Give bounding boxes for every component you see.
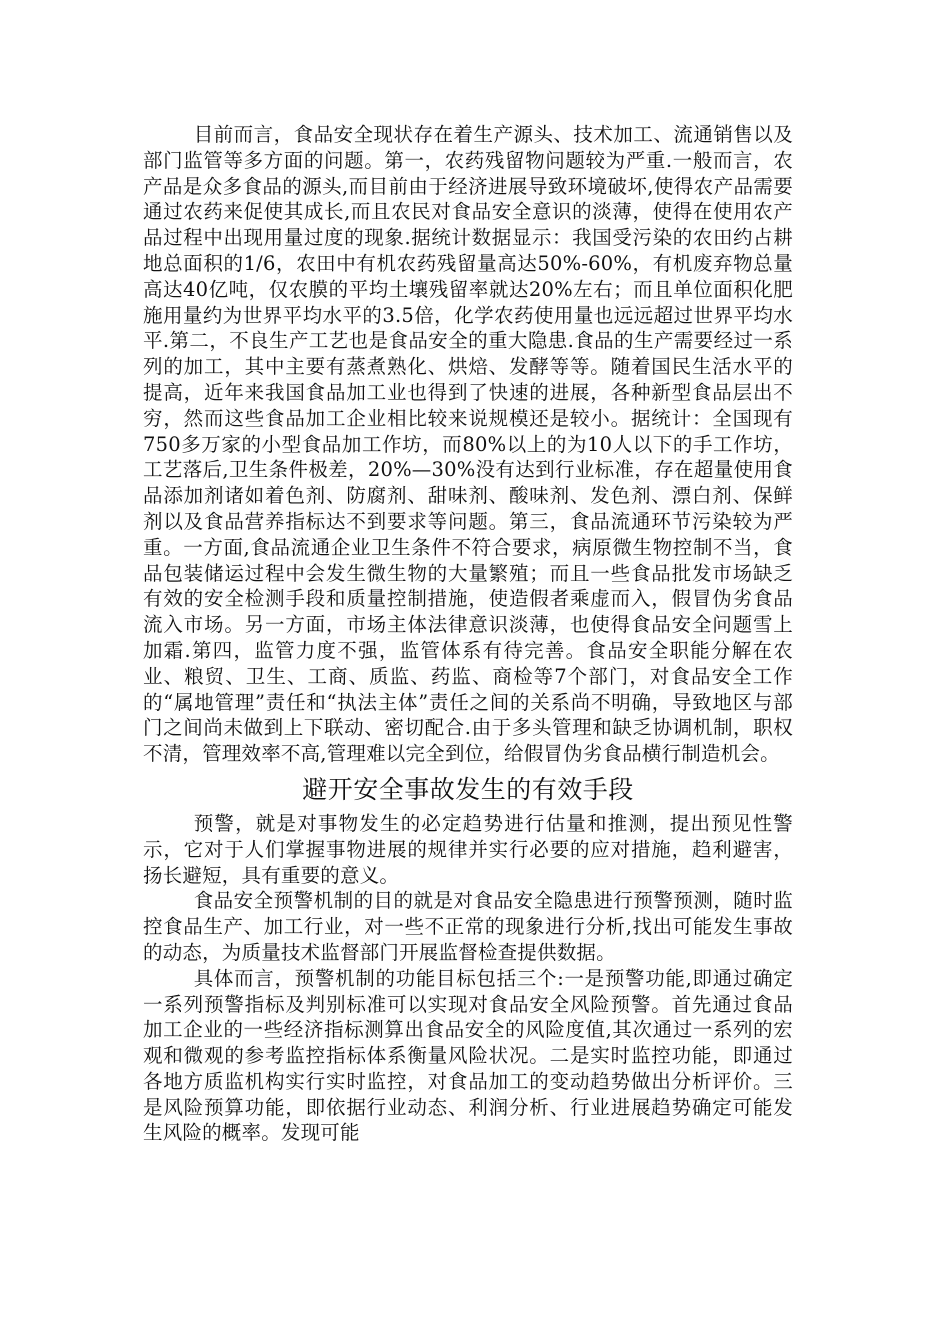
body-paragraph-2: 预警，就是对事物发生的必定趋势进行估量和推测，提出预见性警示，它对于人们掌握事物进展的规律并实行必要的应对措施，趋利避害，扬长避短，具有重要的意义。 [143,811,793,887]
document-body [143,122,793,1146]
body-paragraph-4: 具体而言，预警机制的功能目标包括三个:一是预警功能,即通过确定一系列预警指标及判别标准可以实现对食品安全风险预警。首先通过食品加工企业的一些经济指标测算出食品安全的风险度值,其次通过一系列的宏观和微观的参考监控指标体系衡量风险状况。二是实时监控功能，即通过各地方质监机构实行实时监控，对食品加工的变动趋势做出分析评价。三是风险预算功能，即依据行业动态、利润分析、行业进展趋势确定可能发生风险的概率。发现可能 [143,966,793,1145]
body-paragraph-1: 目前而言，食品安全现状存在着生产源头、技术加工、流通销售以及部门监管等多方面的问题。第一，农药残留物问题较为严重.一般而言，农产品是众多食品的源头,而目前由于经济进展导致环境破坏,使得农产品需要通过农药来促使其成长,而且农民对食品安全意识的淡薄，使得在使用农产品过程中出现用量过度的现象.据统计数据显示：我国受污染的农田约占耕地总面积的1/6，农田中有机农药残留量高达50%-60%，有机废弃物总量高达40亿吨，仅农膜的平均土壤残留率就达20%左右；而且单位面积化肥施用量约为世界平均水平的3.5倍，化学农药使用量也远远超过世界平均水平.第二，不良生产工艺也是食品安全的重大隐患.食品的生产需要经过一系列的加工，其中主要有蒸煮熟化、烘焙、发酵等等。随着国民生活水平的提高，近年来我国食品加工业也得到了快速的进展，各种新型食品层出不穷，然而这些食品加工企业相比较来说规模还是较小。据统计：全国现有750多万家的小型食品加工作坊，而80%以上的为10人以下的手工作坊，工艺落后,卫生条件极差，20%—30%没有达到行业标准，存在超量使用食品添加剂诸如着色剂、防腐剂、甜味剂、酸味剂、发色剂、漂白剂、保鲜剂以及食品营养指标达不到要求等问题。第三，食品流通环节污染较为严重。一方面,食品流通企业卫生条件不符合要求，病原微生物控制不当，食品包装储运过程中会发生微生物的大量繁殖；而且一些食品批发市场缺乏有效的安全检测手段和质量控制措施，使造假者乘虚而入，假冒伪劣食品流入市场。另一方面，市场主体法律意识淡薄，也使得食品安全问题雪上加霜.第四，监管力度不强，监管体系有待完善。食品安全职能分解在农业、粮贸、卫生、工商、质监、药监、商检等7个部门，对食品安全工作的“属地管理”责任和“执法主体”责任之间的关系尚不明确，导致地区与部门之间尚未做到上下联动、密切配合.由于多头管理和缺乏协调机制，职权不清，管理效率不高,管理难以完全到位，给假冒伪劣食品横行制造机会。 [143,123,793,766]
body-paragraph-3: 食品安全预警机制的目的就是对食品安全隐患进行预警预测，随时监控食品生产、加工行业，对一些不正常的现象进行分析,找出可能发生事故的动态，为质量技术监督部门开展监督检查提供数据。 [143,889,793,964]
section-heading: 避开安全事故发生的有效手段 [302,774,634,804]
